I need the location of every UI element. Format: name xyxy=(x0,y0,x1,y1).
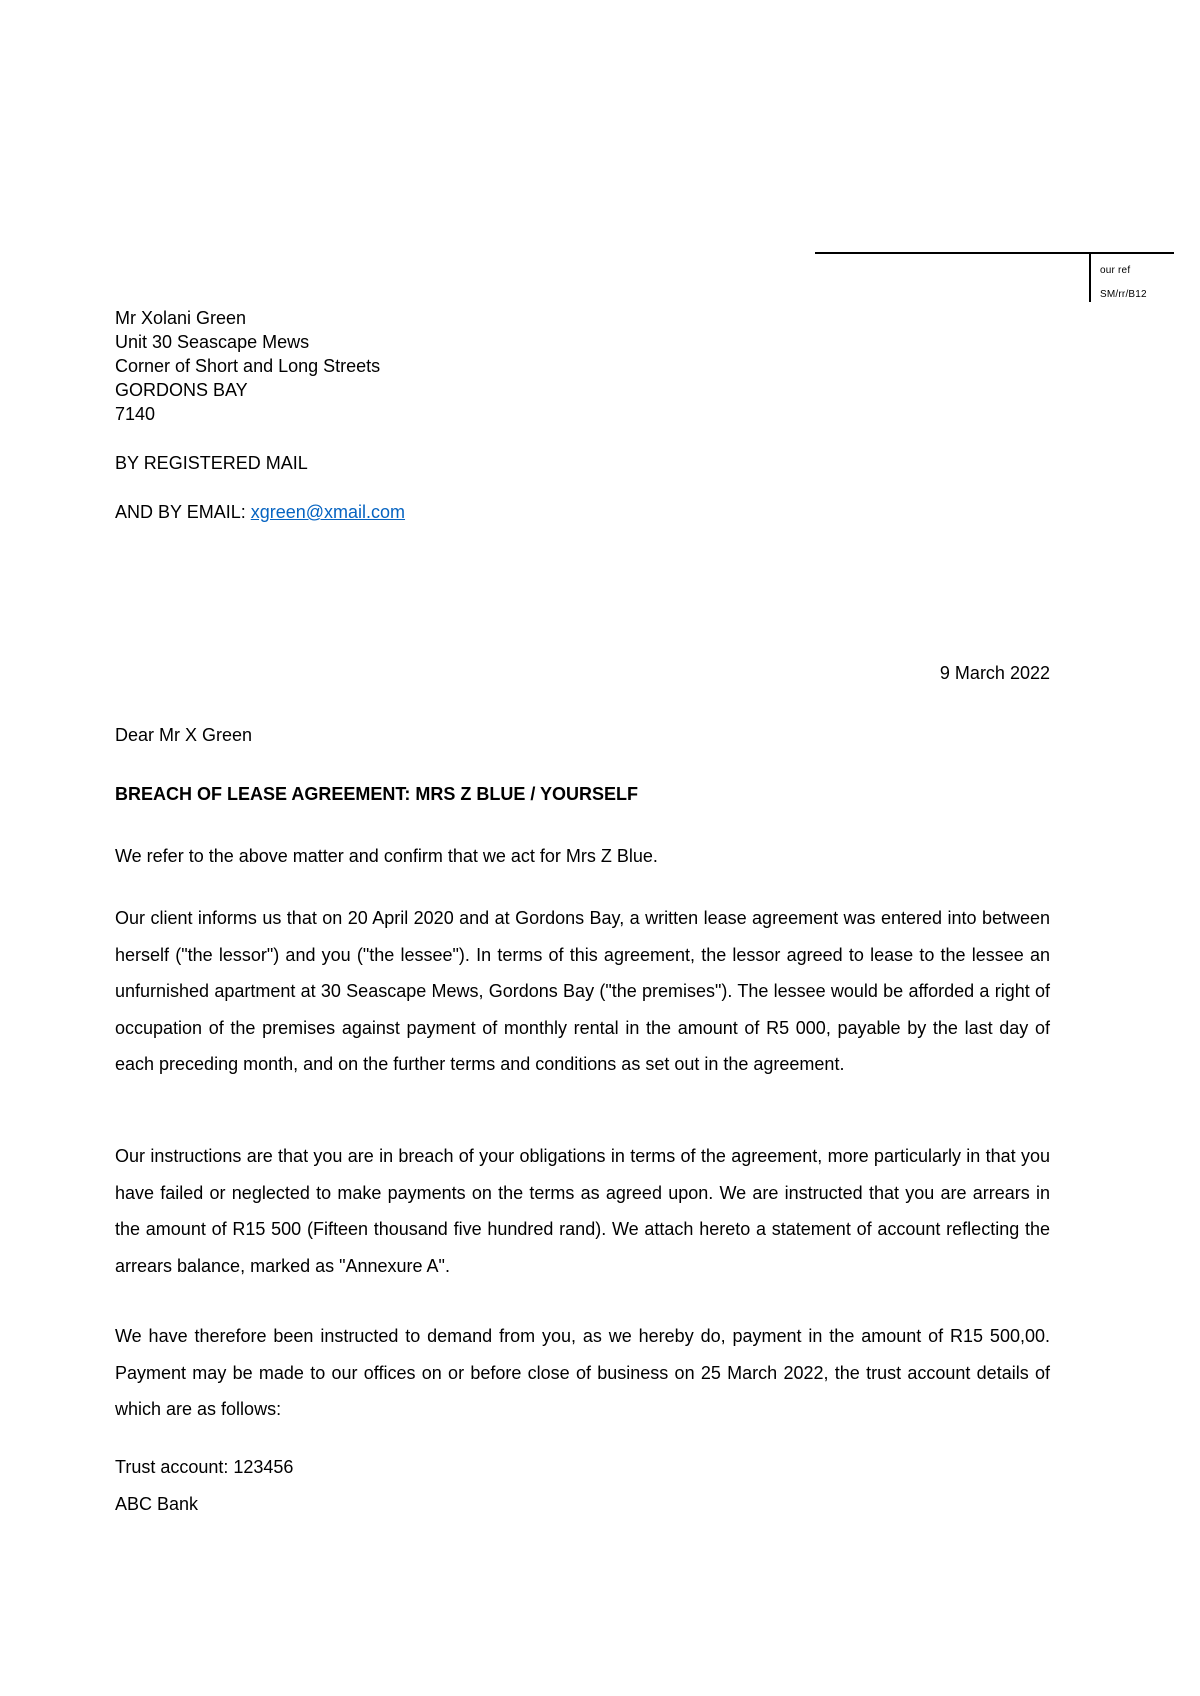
trust-account-bank: ABC Bank xyxy=(115,1493,199,1514)
body-paragraph-1: We refer to the above matter and confirm that we act for Mrs Z Blue. xyxy=(115,846,658,866)
reference-vertical-rule xyxy=(1089,254,1091,302)
reference-value: SM/rr/B12 xyxy=(1100,289,1147,300)
recipient-name: Mr Xolani Green xyxy=(115,308,247,328)
body-paragraph-3: Our instructions are that you are in breach of your obligations in terms of the agreement, more particularly in that you have failed or neglected to make payments on the terms as agreed upon. We are instructed that you are arrears in the amount of R15 500 (Fifteen thousand five hundred rand). We attach hereto a statement of account reflecting the arrears balance, marked as "Annexure A". xyxy=(115,1146,1050,1276)
reference-horizontal-rule xyxy=(815,252,1174,254)
reference-label: our ref xyxy=(1100,265,1131,276)
body-paragraph-2: Our client informs us that on 20 April 2020 and at Gordons Bay, a written lease agreement was entered into between herself ("the lessor") and you ("the lessee"). In terms of this agreement, the lessor agreed to lease to the lessee an unfurnished apartment at 30 Seascape Mews, Gordons Bay ("the premises"). The lessee would be afforded a right of occupation of the premises against payment of monthly rental in the amount of R5 000, payable by the last day of each preceding month, and on the further terms and conditions as set out in the agreement. xyxy=(115,908,1050,1074)
email-prefix: AND BY EMAIL: xyxy=(115,502,251,522)
recipient-postal-code: 7140 xyxy=(115,404,156,424)
registered-mail-notice: BY REGISTERED MAIL xyxy=(115,453,308,473)
recipient-city: GORDONS BAY xyxy=(115,380,248,400)
recipient-address-line-2: Corner of Short and Long Streets xyxy=(115,356,381,376)
recipient-address xyxy=(115,306,380,426)
email-delivery-line xyxy=(115,500,405,524)
recipient-address-line-1: Unit 30 Seascape Mews xyxy=(115,332,310,352)
letter-date: 9 March 2022 xyxy=(939,663,1050,683)
subject-heading: BREACH OF LEASE AGREEMENT: MRS Z BLUE / YOURSELF xyxy=(115,784,639,804)
trust-account-details xyxy=(115,1449,293,1522)
trust-account-number: Trust account: 123456 xyxy=(115,1457,294,1477)
body-paragraph-4: We have therefore been instructed to demand from you, as we hereby do, payment in the amount of R15 500,00. Payment may be made to our offices on or before close of business on 25 March 2022, the trust account details of which are as follows: xyxy=(115,1326,1050,1419)
salutation: Dear Mr X Green xyxy=(115,725,253,745)
email-link[interactable]: xgreen@xmail.com xyxy=(250,502,406,522)
